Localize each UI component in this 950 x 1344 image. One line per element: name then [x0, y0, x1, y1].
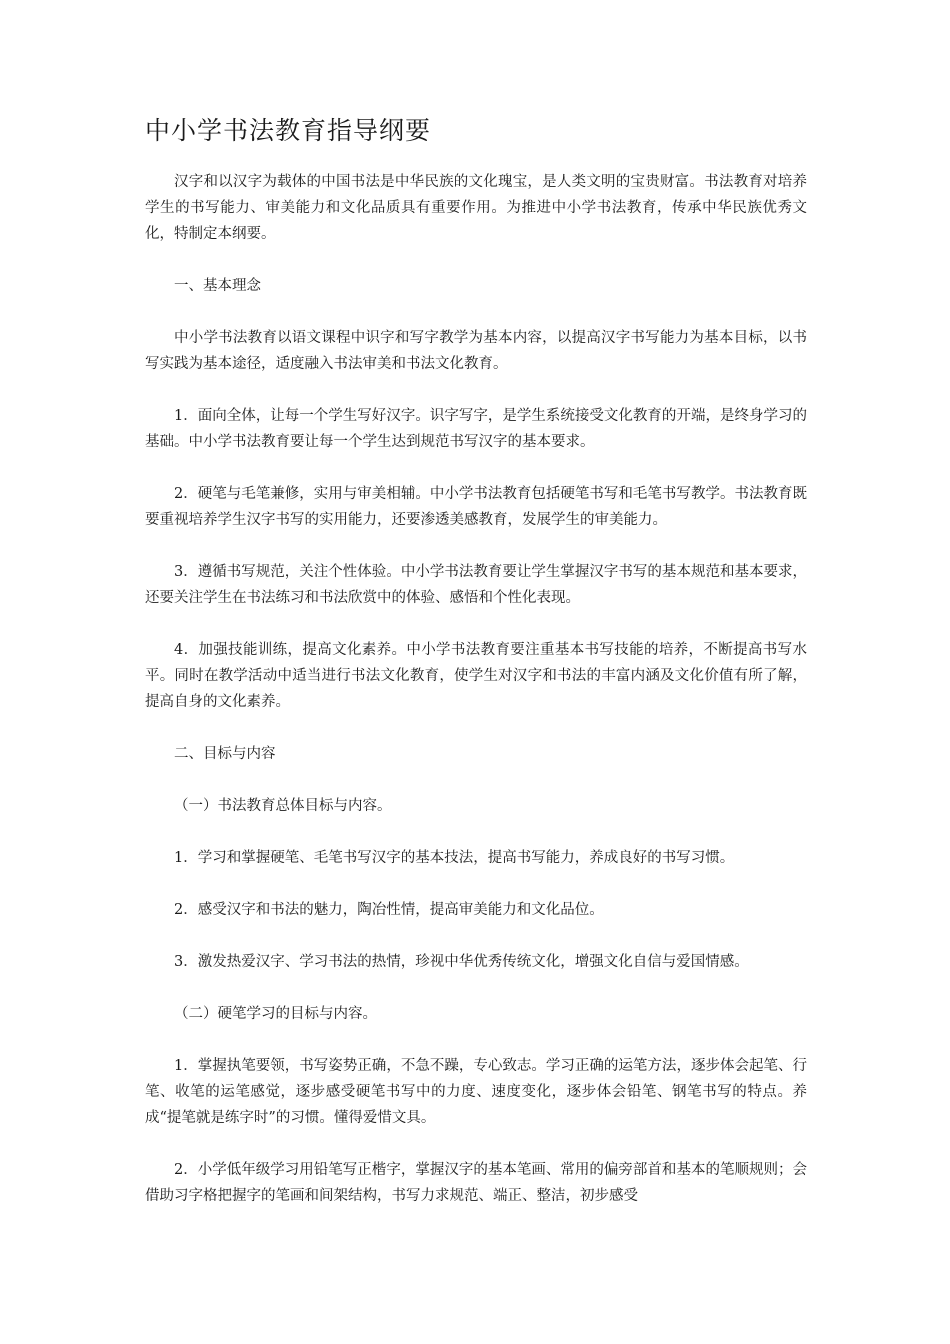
paragraph-spacer	[145, 1131, 807, 1157]
paragraph-spacer	[145, 923, 807, 949]
list-item-paragraph: 2．小学低年级学习用铅笔写正楷字，掌握汉字的基本笔画、常用的偏旁部首和基本的笔顺规则；会借助习字格把握字的笔画和间架结构，书写力求规范、端正、整洁，初步感受	[145, 1162, 807, 1204]
paragraph-spacer	[145, 455, 807, 481]
section-heading-basic-concept: 一、基本理念	[174, 278, 261, 294]
subsection-heading-overall-goals: （一）书法教育总体目标与内容。	[174, 798, 392, 814]
paragraph-spacer	[145, 1027, 807, 1053]
paragraph-spacer	[145, 247, 807, 273]
list-item-paragraph: 2．硬笔与毛笔兼修，实用与审美相辅。中小学书法教育包括硬笔书写和毛笔书写教学。书法教育既要重视培养学生汉字书写的实用能力，还要渗透美感教育，发展学生的审美能力。	[145, 486, 807, 528]
paragraph-spacer	[145, 533, 807, 559]
list-item-paragraph: 2．感受汉字和书法的魅力，陶冶性情，提高审美能力和文化品位。	[174, 902, 604, 918]
list-item-paragraph: 4．加强技能训练，提高文化素养。中小学书法教育要注重基本书写技能的培养，不断提高书写水平。同时在教学活动中适当进行书法文化教育，使学生对汉字和书法的丰富内涵及文化价值有所了解，提高自身的文化素养。	[145, 642, 807, 710]
paragraph-spacer	[145, 377, 807, 403]
paragraph-spacer	[145, 767, 807, 793]
subsection-heading-hard-pen-goals: （二）硬笔学习的目标与内容。	[174, 1006, 377, 1022]
list-item-paragraph: 1．学习和掌握硬笔、毛笔书写汉字的基本技法，提高书写能力，养成良好的书写习惯。	[174, 850, 735, 866]
paragraph-spacer	[145, 819, 807, 845]
list-item-paragraph: 1．面向全体，让每一个学生写好汉字。识字写字，是学生系统接受文化教育的开端，是终身学习的基础。中小学书法教育要让每一个学生达到规范书写汉字的基本要求。	[145, 408, 807, 450]
paragraph-spacer	[145, 975, 807, 1001]
list-item-paragraph: 3．激发热爱汉字、学习书法的热情，珍视中华优秀传统文化，增强文化自信与爱国情感。	[174, 954, 749, 970]
intro-paragraph: 汉字和以汉字为载体的中国书法是中华民族的文化瑰宝，是人类文明的宝贵财富。书法教育对培养学生的书写能力、审美能力和文化品质具有重要作用。为推进中小学书法教育，传承中华民族优秀文化，特制定本纲要。	[145, 174, 807, 242]
paragraph-spacer	[145, 715, 807, 741]
paragraph-spacer	[145, 611, 807, 637]
document-title: 中小学书法教育指导纲要	[145, 116, 432, 145]
list-item-paragraph: 1．掌握执笔要领，书写姿势正确，不急不躁，专心致志。学习正确的运笔方法，逐步体会起笔、行笔、收笔的运笔感觉，逐步感受硬笔书写中的力度、速度变化，逐步体会铅笔、钢笔书写的特点。养成“提笔就是练字时”的习惯。懂得爱惜文具。	[145, 1058, 807, 1126]
section-heading-goals-content: 二、目标与内容	[174, 746, 276, 762]
paragraph-spacer	[145, 871, 807, 897]
body-paragraph: 中小学书法教育以语文课程中识字和写字教学为基本内容，以提高汉字书写能力为基本目标，以书写实践为基本途径，适度融入书法审美和书法文化教育。	[145, 330, 807, 372]
list-item-paragraph: 3．遵循书写规范，关注个性体验。中小学书法教育要让学生掌握汉字书写的基本规范和基本要求，还要关注学生在书法练习和书法欣赏中的体验、感悟和个性化表现。	[145, 564, 807, 606]
paragraph-spacer	[145, 299, 807, 325]
document-body	[145, 113, 807, 1209]
